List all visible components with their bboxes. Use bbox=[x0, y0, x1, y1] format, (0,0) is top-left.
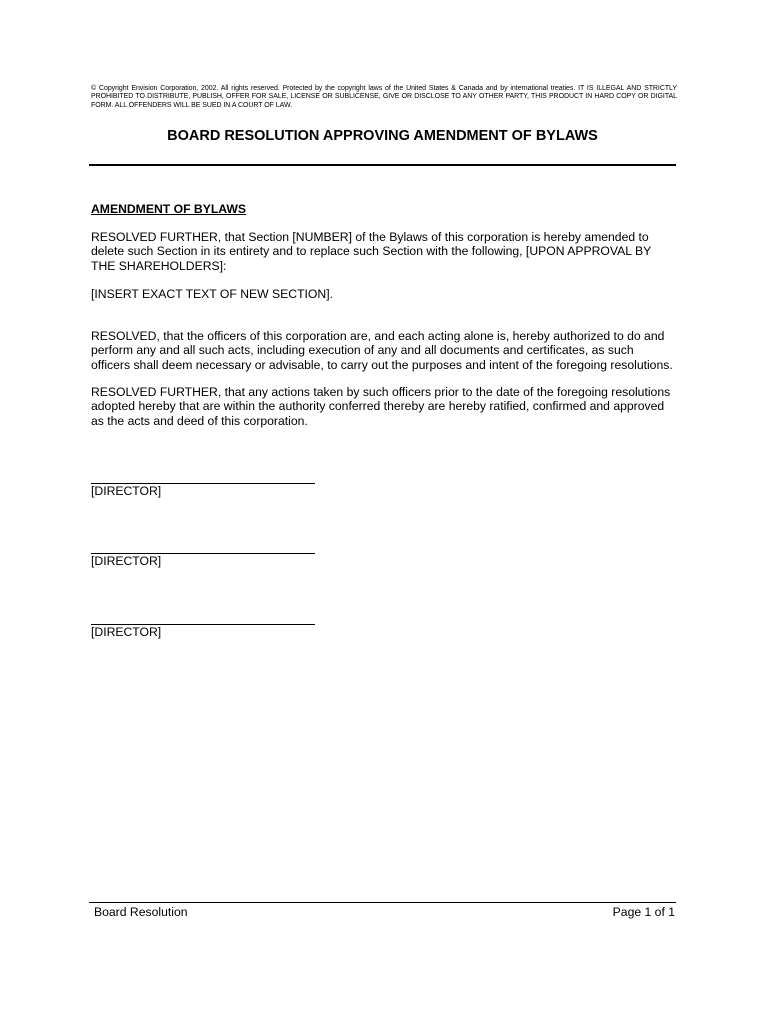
copyright-notice: © Copyright Envision Corporation, 2002. All rights reserved. Protected by the copyright laws of the United States & Canada and by international treaties. IT IS ILLEGAL AND STRICTLY PROHIBITED TO DISTRIBUTE, PUBLISH, OFFER FOR SALE, LICENSE OR SUBLICENSE, GIVE OR DISCLOSE TO ANY OTHER PARTY, THIS PRODUCT IN HARD COPY OR DIGITAL FORM. ALL OFFENDERS WILL BE SUED IN A COURT OF LAW. bbox=[91, 85, 677, 109]
paragraph-insert-text: [INSERT EXACT TEXT OF NEW SECTION]. bbox=[91, 287, 333, 301]
paragraph-resolved-further-ratify: RESOLVED FURTHER, that any actions taken by such officers prior to the date of the foregoing resolutions adopted hereby that are within the authority conferred thereby are hereby ratified, confirmed and approved as the acts and deed of this corporation. bbox=[91, 385, 671, 428]
footer-page-number: Page 1 of 1 bbox=[612, 905, 675, 919]
section-heading: AMENDMENT OF BYLAWS bbox=[91, 202, 247, 216]
document-title: BOARD RESOLUTION APPROVING AMENDMENT OF BYLAWS bbox=[167, 128, 598, 144]
footer-divider bbox=[89, 902, 676, 903]
signature-label: [DIRECTOR] bbox=[91, 484, 162, 498]
title-divider bbox=[89, 164, 676, 166]
paragraph-resolved-further-amendment: RESOLVED FURTHER, that Section [NUMBER] of the Bylaws of this corporation is hereby amended to delete such Section in its entirety and to replace such Section with the following, [UPON APPROVAL BY THE SHAREHOLDERS]: bbox=[91, 230, 652, 273]
signature-label: [DIRECTOR] bbox=[91, 554, 162, 568]
signature-label: [DIRECTOR] bbox=[91, 625, 162, 639]
footer-document-name: Board Resolution bbox=[94, 905, 188, 919]
paragraph-resolved-officers: RESOLVED, that the officers of this corporation are, and each acting alone is, hereby authorized to do and perform any and all such acts, including execution of any and all documents and certificates, as such officers shall deem necessary or advisable, to carry out the purposes and intent of the foregoing resolutions. bbox=[91, 329, 673, 372]
